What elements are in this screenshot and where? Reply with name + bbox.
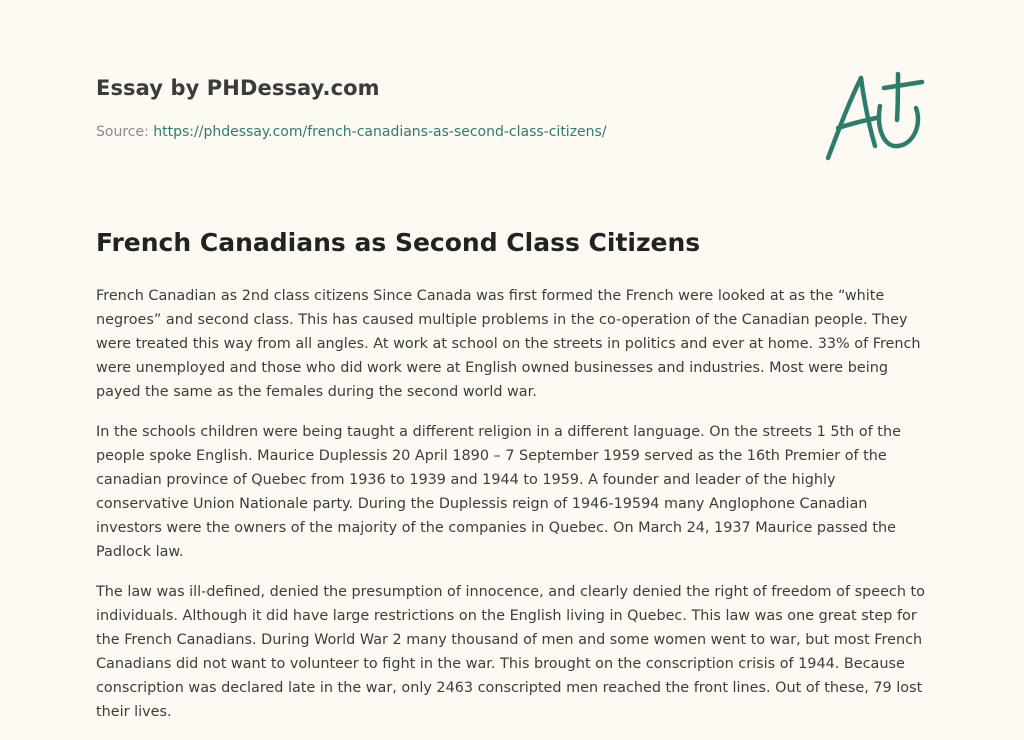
a-plus-logo [824,66,928,166]
essay-paragraph: In the schools children were being taught a different religion in a different language. On the streets 1 5th of the people spoke English. Maurice Duplessis 20 April 1890 – 7 September 1959 served as the 16th Premier of the canadian province of Quebec from 1936 to 1939 and 1944 to 1959. A founder and leader of the highly conservative Union Nationale party. During the Duplessis reign of 1946-19594 many Anglophone Canadian investors were the owners of the majority of the companies in Quebec. On March 24, 1937 Maurice passed the Padlock law. [96,424,901,560]
site-brand: Essay by PHDessay.com [96,76,380,100]
essay-paragraph: French Canadian as 2nd class citizens Since Canada was first formed the French were looked at as the “white negroes” and second class. This has caused multiple problems in the co-operation of the Canadian people. They were treated this way from all angles. At work at school on the streets in politics and ever at home. 33% of French were unemployed and those who did work were at English owned businesses and industries. Most were being payed the same as the females during the second world war. [96,288,921,400]
essay-title: French Canadians as Second Class Citizens [96,228,701,257]
essay-paragraph: The law was ill-defined, denied the presumption of innocence, and clearly denied the right of freedom of speech to individuals. Although it did have large restrictions on the English living in Quebec. This law was one great step for the French Canadians. During World War 2 many thousand of men and some women went to war, but most French Canadians did not want to volunteer to fight in the war. This brought on the conscription crisis of 1944. Because conscription was declared late in the war, only 2463 conscripted men reached the front lines. Out of these, 79 lost their lives. [96,584,925,720]
page-header [96,0,928,180]
source-label: Source: [96,124,149,140]
source-line [96,124,607,140]
essay-body [96,284,928,740]
source-link[interactable]: https://phdessay.com/french-canadians-as-second-class-citizens/ [153,124,607,140]
